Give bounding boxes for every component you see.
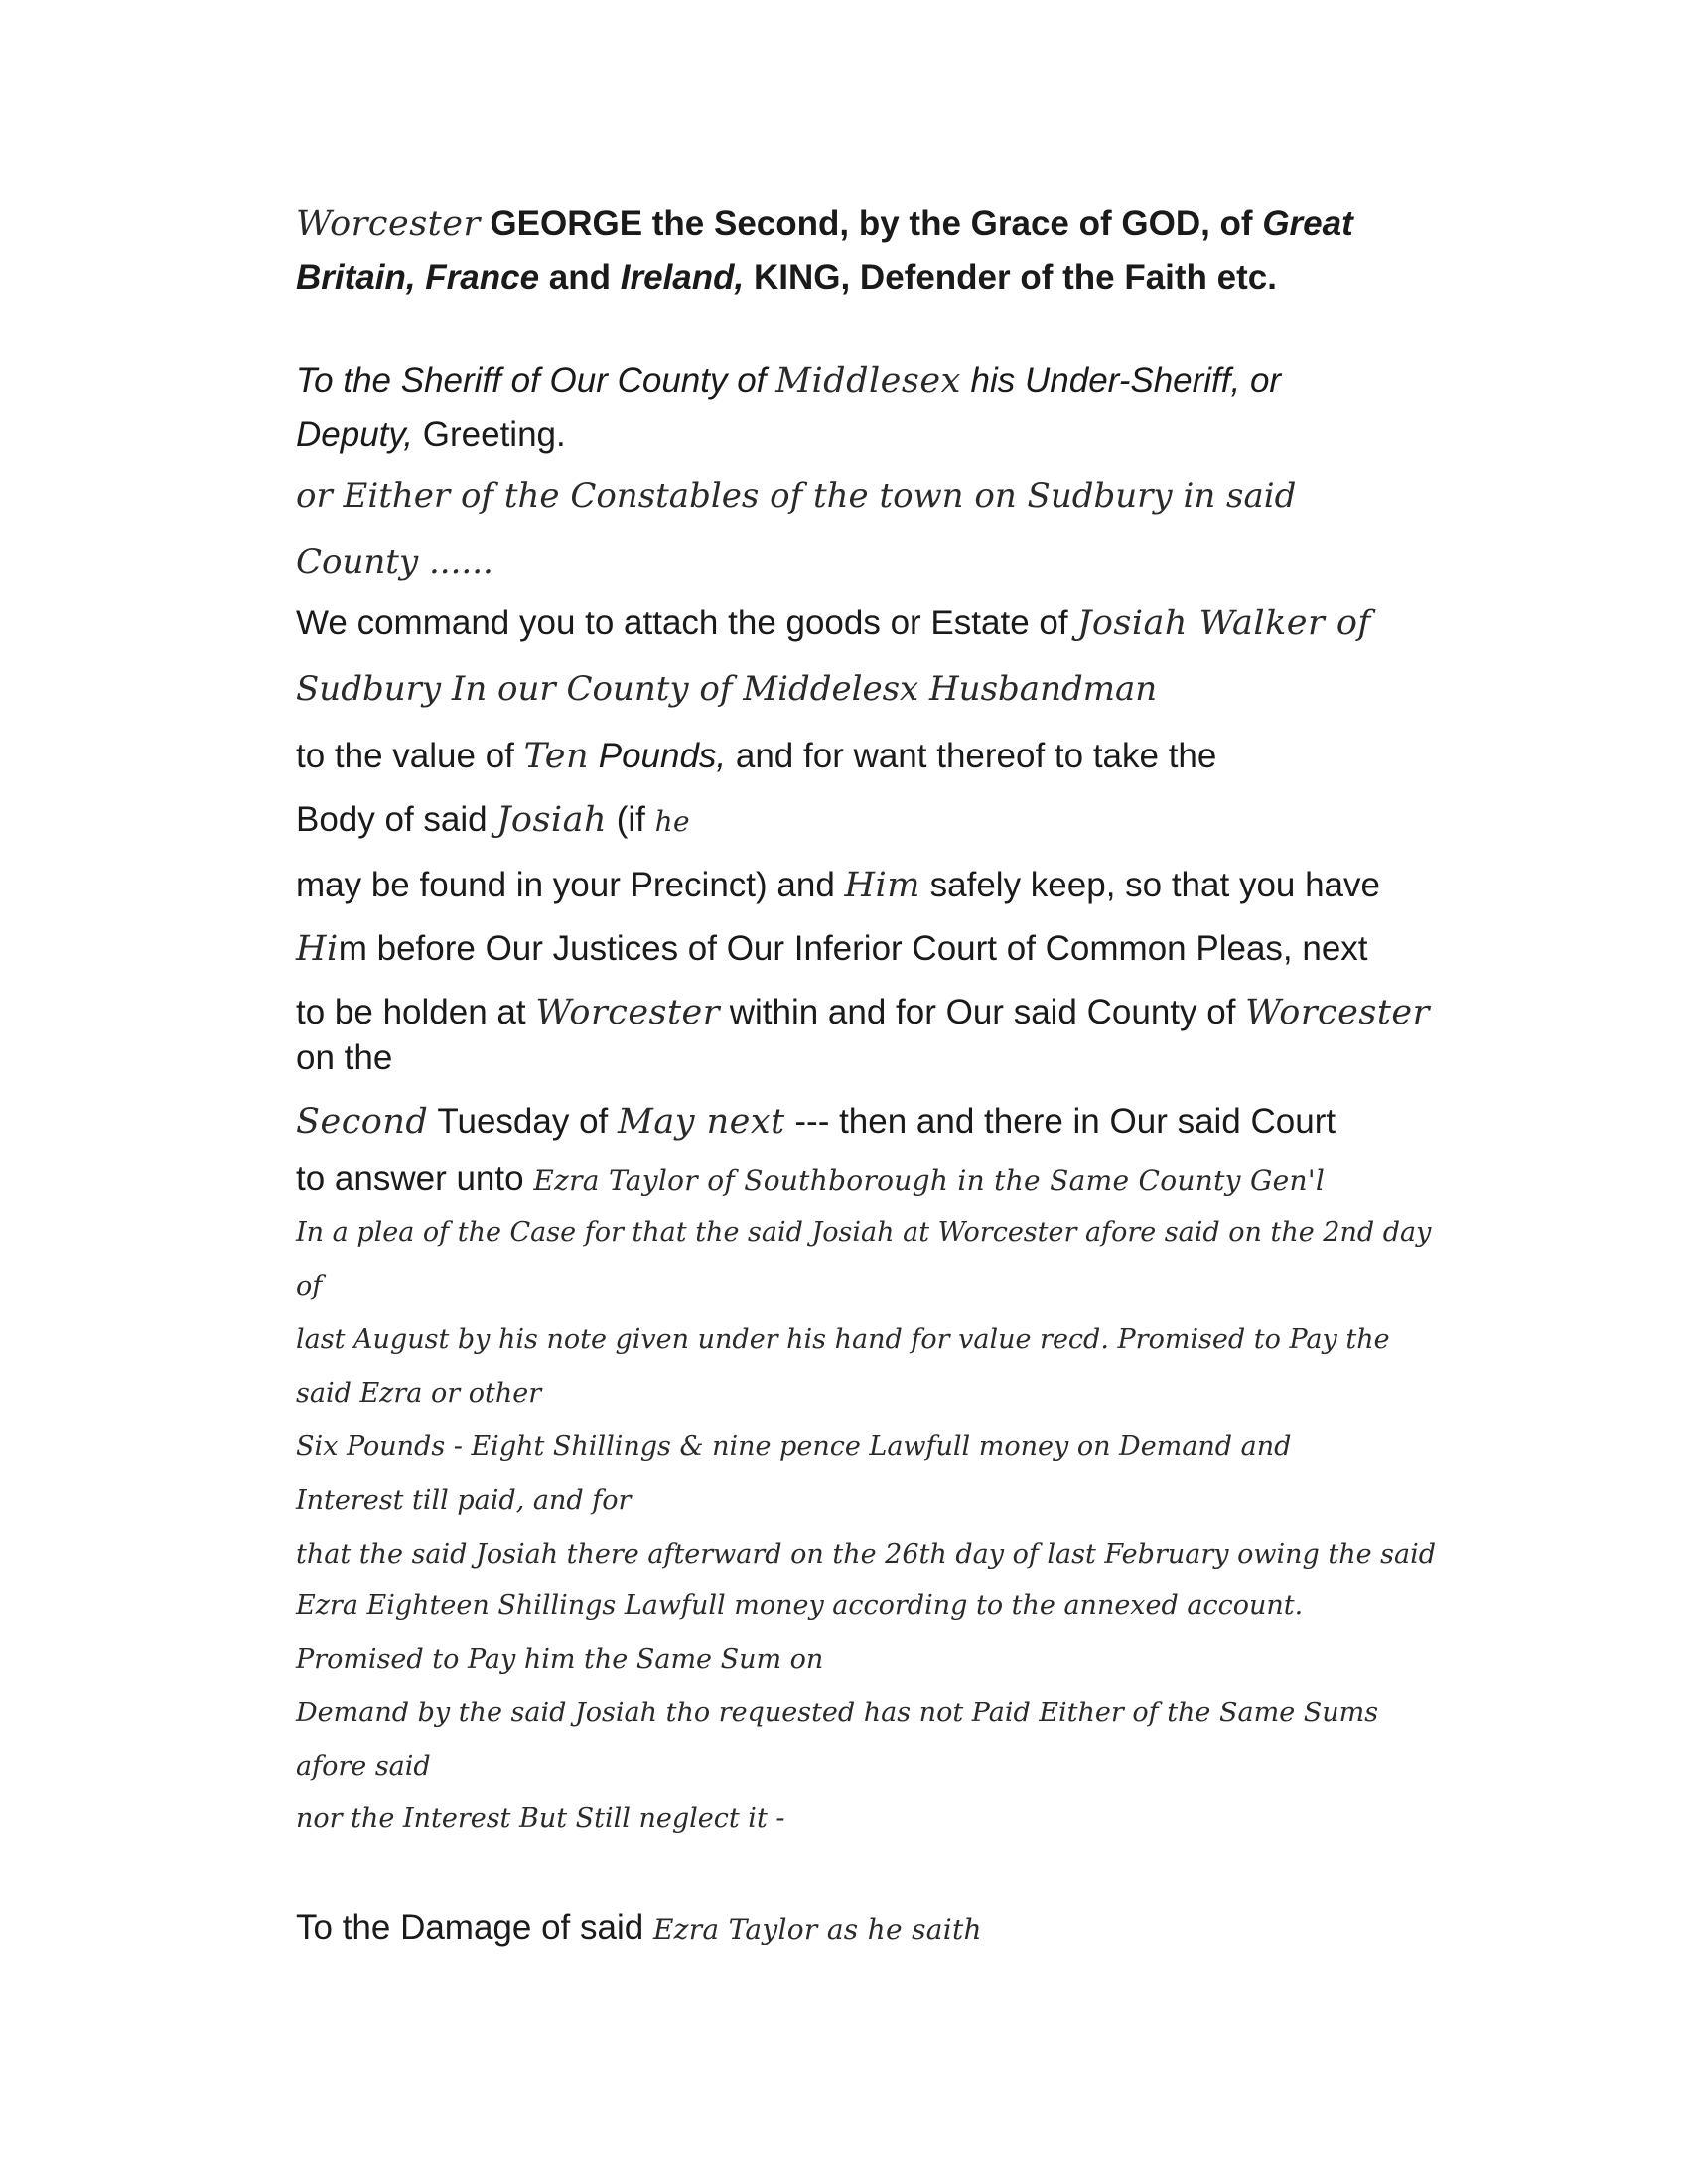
heading-britain-france: Britain, France [296, 258, 540, 297]
command-line-body [296, 798, 690, 844]
writ-heading-line-1 [296, 203, 1353, 246]
command-within: within and for Our said County of [720, 993, 1246, 1031]
command-he: he [654, 805, 690, 838]
command-him-2: Hi [296, 929, 339, 969]
command-line-1 [296, 602, 1371, 645]
command-plaintiff: Ezra Taylor of Southborough in the Same County Gen'l [533, 1164, 1326, 1197]
address-deputy: Deputy, [296, 415, 414, 454]
command-body-of: Body of said [296, 800, 497, 839]
command-second: Second [296, 1102, 429, 1142]
address-line-2 [296, 413, 566, 457]
plea-line: Demand by the said Josiah tho requested has not Paid Either of the Same Sums [296, 1698, 1379, 1728]
damage-to-damage: To the Damage of said [296, 1908, 653, 1947]
heading-great: Great [1262, 205, 1353, 243]
plea-line: of [296, 1271, 323, 1301]
command-court-place: Worcester [535, 993, 720, 1032]
plea-line: Ezra Eighteen Shillings Lawfull money according to the annexed account. [296, 1590, 1304, 1621]
plea-line: that the said Josiah there afterward on the 26th day of last February owing the said [296, 1539, 1437, 1570]
command-on-the: on the [296, 1038, 393, 1077]
heading-ireland: Ireland, [620, 258, 745, 297]
command-we-command: We command you to attach the goods or Estate of [296, 604, 1078, 642]
plea-line: In a plea of the Case for that the said Josiah at Worcester afore said on the 2nd day [296, 1217, 1432, 1248]
command-line-value [296, 735, 1216, 778]
plea-line: nor the Interest But Still neglect it - [296, 1803, 785, 1834]
command-line-holden [296, 991, 1430, 1034]
damage-line [296, 1906, 982, 1952]
command-tuesday-of: Tuesday of [428, 1102, 618, 1141]
command-line-found [296, 864, 1380, 907]
command-line-date [296, 1100, 1336, 1144]
command-court-county: Worcester [1245, 993, 1430, 1032]
address-to-sheriff: To the Sheriff of Our County of [296, 361, 776, 400]
plea-line: Interest till paid, and for [296, 1485, 632, 1516]
command-defendant-1: Josiah Walker of [1077, 604, 1371, 643]
command-line-before [296, 927, 1368, 971]
address-under-sheriff: his Under-Sheriff, or [960, 361, 1282, 400]
command-amount: Ten [523, 737, 589, 776]
command-to-value: to the value of [296, 737, 524, 775]
heading-and: and [539, 258, 621, 297]
constables-line-2: County ...... [296, 542, 493, 582]
plea-line: said Ezra or other [296, 1378, 542, 1409]
heading-king-title: GEORGE the Second, by the Grace of GOD, of [480, 205, 1263, 243]
command-line-answer [296, 1158, 1325, 1203]
command-may-be-found: may be found in your Precinct) and [296, 866, 845, 904]
command-holden-at: to be holden at [296, 993, 536, 1031]
damage-plaintiff-says: Ezra Taylor as he saith [652, 1913, 982, 1946]
constables-line-1: or Either of the Constables of the town on Sudbury in said [296, 477, 1297, 516]
heading-defender: KING, Defender of the Faith etc. [744, 258, 1277, 297]
command-safely-keep: safely keep, so that you have [919, 866, 1380, 904]
command-defendant-2: Sudbury In our County of Middelesx Husbandman [296, 669, 1158, 709]
command-name: Josiah [496, 800, 608, 840]
plea-line: last August by his note given under his hand for value recd. Promised to Pay the [296, 1324, 1390, 1355]
command-pounds: Pounds, [589, 737, 727, 775]
plea-line: Six Pounds - Eight Shillings & nine pence Lawfull money on Demand and [296, 1432, 1292, 1462]
command-month: May next [617, 1102, 785, 1142]
heading-place: Worcester [296, 205, 481, 244]
address-line-1 [296, 359, 1281, 403]
plea-line: Promised to Pay him the Same Sum on [296, 1644, 824, 1675]
address-county: Middlesex [775, 361, 961, 401]
writ-heading-line-2 [296, 256, 1277, 300]
command-for-want: and for want thereof to take the [726, 737, 1217, 775]
command-answer-unto: to answer unto [296, 1160, 534, 1198]
command-if: (if [607, 800, 655, 839]
address-greeting: Greeting. [413, 415, 566, 454]
command-him-1: Him [844, 866, 920, 905]
command-m-before: m before Our Justices of Our Inferior Court of Common Pleas, next [338, 929, 1368, 968]
plea-line: afore said [296, 1751, 431, 1782]
command-then-there: --- then and there in Our said Court [784, 1102, 1336, 1141]
